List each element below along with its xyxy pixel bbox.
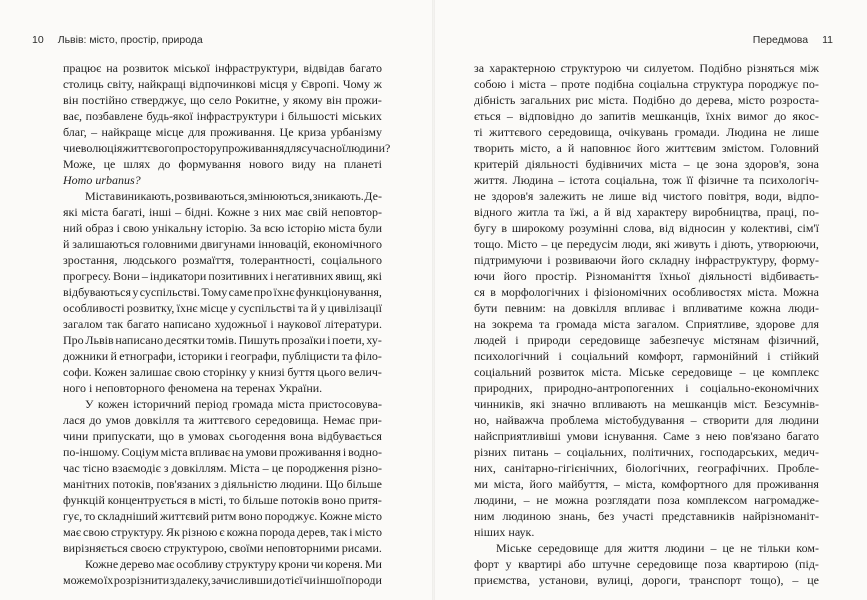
text-line: загалом так багато написано художньої і наукової літератури.: [63, 317, 382, 331]
text-line: лася до умов довкілля та життєвого середовища. Немає при-: [63, 413, 382, 427]
text-line: У кожен історичний період громада міста пристосовува-: [85, 397, 382, 411]
text-line: Міське середовище для життя людини – це не тільки ком-: [496, 541, 819, 555]
right-page: [434, 0, 867, 600]
text-line: не здоров'я залежить не лише від чистого повітря, води, відпо-: [474, 189, 819, 203]
text-line: особливості розвитку, їхнє місце у суспільстві та й у цивілізації: [63, 301, 382, 315]
text-line: форт у квартирі або штучне середовище поза квартирою (під-: [474, 557, 819, 571]
text-line: манітних потоків, пов'язаних з діяльністю людини. Що більше: [63, 477, 382, 491]
text-line: підтримуючи і розвиваючи його складну інфраструктуру, форму-: [474, 253, 819, 267]
text-line: відного житла та їжі, а й від характеру виробництва, праці, по-: [474, 205, 819, 219]
text-line: чи еволюція життєвого простору проживання для сучасної людини?: [63, 141, 391, 155]
left-body-text: [63, 60, 391, 588]
text-line: функцій концентрується в місті, то більше потоків воно притя-: [63, 493, 382, 507]
text-line: благ, – найкраще місце для проживання. Це криза урбанізму: [63, 125, 382, 139]
text-line: бути певним: на довкілля впливає і впливатиме кожна люди-: [474, 301, 819, 315]
text-line: но, найважча проблема містобудування – створити для людини: [474, 413, 819, 427]
text-line: ного і неповторного феномена на теренах України.: [63, 381, 323, 395]
left-page: [0, 0, 433, 600]
text-line: працює на розвиток міської інфраструктури, відвідав багато: [63, 61, 382, 75]
text-line: столиць світу, найкращі відпочинкові місця у Європі. Чому ж: [63, 77, 382, 91]
text-line: соціальний розвиток міста. Міське середовище – це комплекс: [474, 365, 819, 379]
text-line: зростання, людського розмаїття, толерантності, соціального: [63, 253, 382, 267]
text-line: дібність загальних рис міста. Подібно до дерева, місто розроста-: [474, 93, 819, 107]
text-line: вирізняється своєю структурою, своїми неповторними рисами.: [63, 541, 382, 555]
text-line: бугу в широкому розумінні слова, від відносин у колективі, сім'ї: [474, 221, 819, 235]
text-line: можемо їх розрізнити здалеку, зачисливши до тієї чи іншої породи: [63, 573, 382, 587]
text-line: тощо. Місто – це передусім люди, які живуть і діють, утворюючи,: [474, 237, 819, 251]
text-line: чини припускати, що в умовах сьогодення вона відбувається: [63, 429, 382, 443]
right-body-text: [474, 60, 819, 588]
text-line: ючи його простір. Різноманіття їхньої діяльності відбиваєть-: [474, 269, 819, 283]
text-line: різних питань – соціальних, політичних, господарських, медич-: [474, 445, 819, 459]
right-page-number: 11: [822, 34, 833, 46]
text-line: Міста виникають, розвиваються, змінюються, зникають. Де-: [85, 189, 382, 203]
text-line: час тісно взаємодіє з довкіллям. Міста – це породження різно-: [63, 461, 382, 475]
text-line: софи. Кожен залишає свою сторінку у книзі буття цього велич-: [63, 365, 382, 379]
text-line: він постійно стверджує, що село Рокитне, у якому він прожи-: [63, 93, 382, 107]
text-line: ється – відповідно до запитів мешканців, їхніх вимог до якос-: [474, 109, 819, 123]
text-line: ний образ і свою унікальну історію. За всю історію міста були: [63, 221, 382, 235]
text-line: за характерною структурою чи силуетом. Подібно різняться між: [474, 61, 819, 75]
left-page-number: 10: [32, 34, 44, 46]
right-running-header: [753, 34, 833, 46]
text-line: Кожне дерево має особливу структуру крони чи кореня. Ми: [85, 557, 382, 571]
text-line: ніших наук.: [474, 525, 535, 539]
text-line: дожники й етнографи, історики і географи, публіцисти та філо-: [63, 349, 382, 363]
text-line: приємства, установи, вулиці, дороги, транспорт тощо), – це: [474, 573, 819, 587]
text-line: природних, природно-антропогенних і соціально-економічних: [474, 381, 819, 395]
text-line: ним людиною знань, без участі представників найрізноманіт-: [474, 509, 819, 523]
text-line: по-іншому. Соціум міста впливає на умови проживання і водно-: [63, 445, 382, 459]
text-line: ся в морфологічних і фізіономічних особливостях міста. Можна: [474, 285, 819, 299]
text-line: ті життєвого середовища, очікувань громади. Людина не лише: [474, 125, 819, 139]
text-line: них, санітарно-гігієнічних, біологічних, географічних. Пробле-: [474, 461, 819, 475]
text-line: прогресу. Вони – індикатори позитивних і негативних явищ, які: [63, 269, 382, 283]
text-line: має свою структуру. Як різною є кожна порода дерев, так і місто: [63, 525, 382, 539]
text-line: найсприятливіші умови існування. Саме з нею пов'язано багато: [474, 429, 819, 443]
left-running-header: [32, 34, 203, 46]
text-line: психологічний і соціальний комфорт, гармонійний і стійкий: [474, 349, 819, 363]
text-line: гує, то складніший життєвий ритм воно породжує. Кожне місто: [63, 509, 382, 523]
text-line: творить місто, а й наповнює його життєвим змістом. Головний: [474, 141, 819, 155]
right-running-head-title: Передмова: [752, 34, 809, 46]
text-line: й залишаються головними двигунами інновацій, економічного: [63, 237, 382, 251]
text-line: відбуваються у суспільстві. Тому саме про їхнє функціонування,: [63, 285, 382, 299]
text-line: ми міста, його майбуття, – міста, комфортного для проживання: [474, 477, 819, 491]
text-line: людини, – не можна розглядати поза комплексом нагромадже-: [474, 493, 819, 507]
left-running-head-title: Львів: місто, простір, природа: [57, 34, 203, 46]
text-line: на зокрема та громада міста загалом. Сприятливе, здорове для: [474, 317, 819, 331]
text-line: ває, позбавлене будь-якої інфраструктури і більшості міських: [63, 109, 382, 123]
text-line: які міста багаті, інші – бідні. Кожне з них має свій неповтор-: [63, 205, 382, 219]
text-line: Може, це шлях до формування нового виду на планеті: [63, 157, 382, 171]
text-line: чинників, які значно впливають на мешканців міст. Безсумнів-: [474, 397, 819, 411]
text-line: критерій діяльності будівничих міста – це зона здоров'я, зона: [474, 157, 819, 171]
text-line: людей і природи середовище забезпечує містянам фізичний,: [474, 333, 819, 347]
text-line: життя. Людина – істота соціальна, тож її фізичне та психологіч-: [474, 173, 819, 187]
text-line: Homo urbanus?: [63, 173, 141, 187]
text-line: собою і міста – проте подібна соціальна структура породжує по-: [474, 77, 819, 91]
text-line: Про Львів написано десятки томів. Пишуть прозаїки і поети, ху-: [63, 333, 382, 347]
